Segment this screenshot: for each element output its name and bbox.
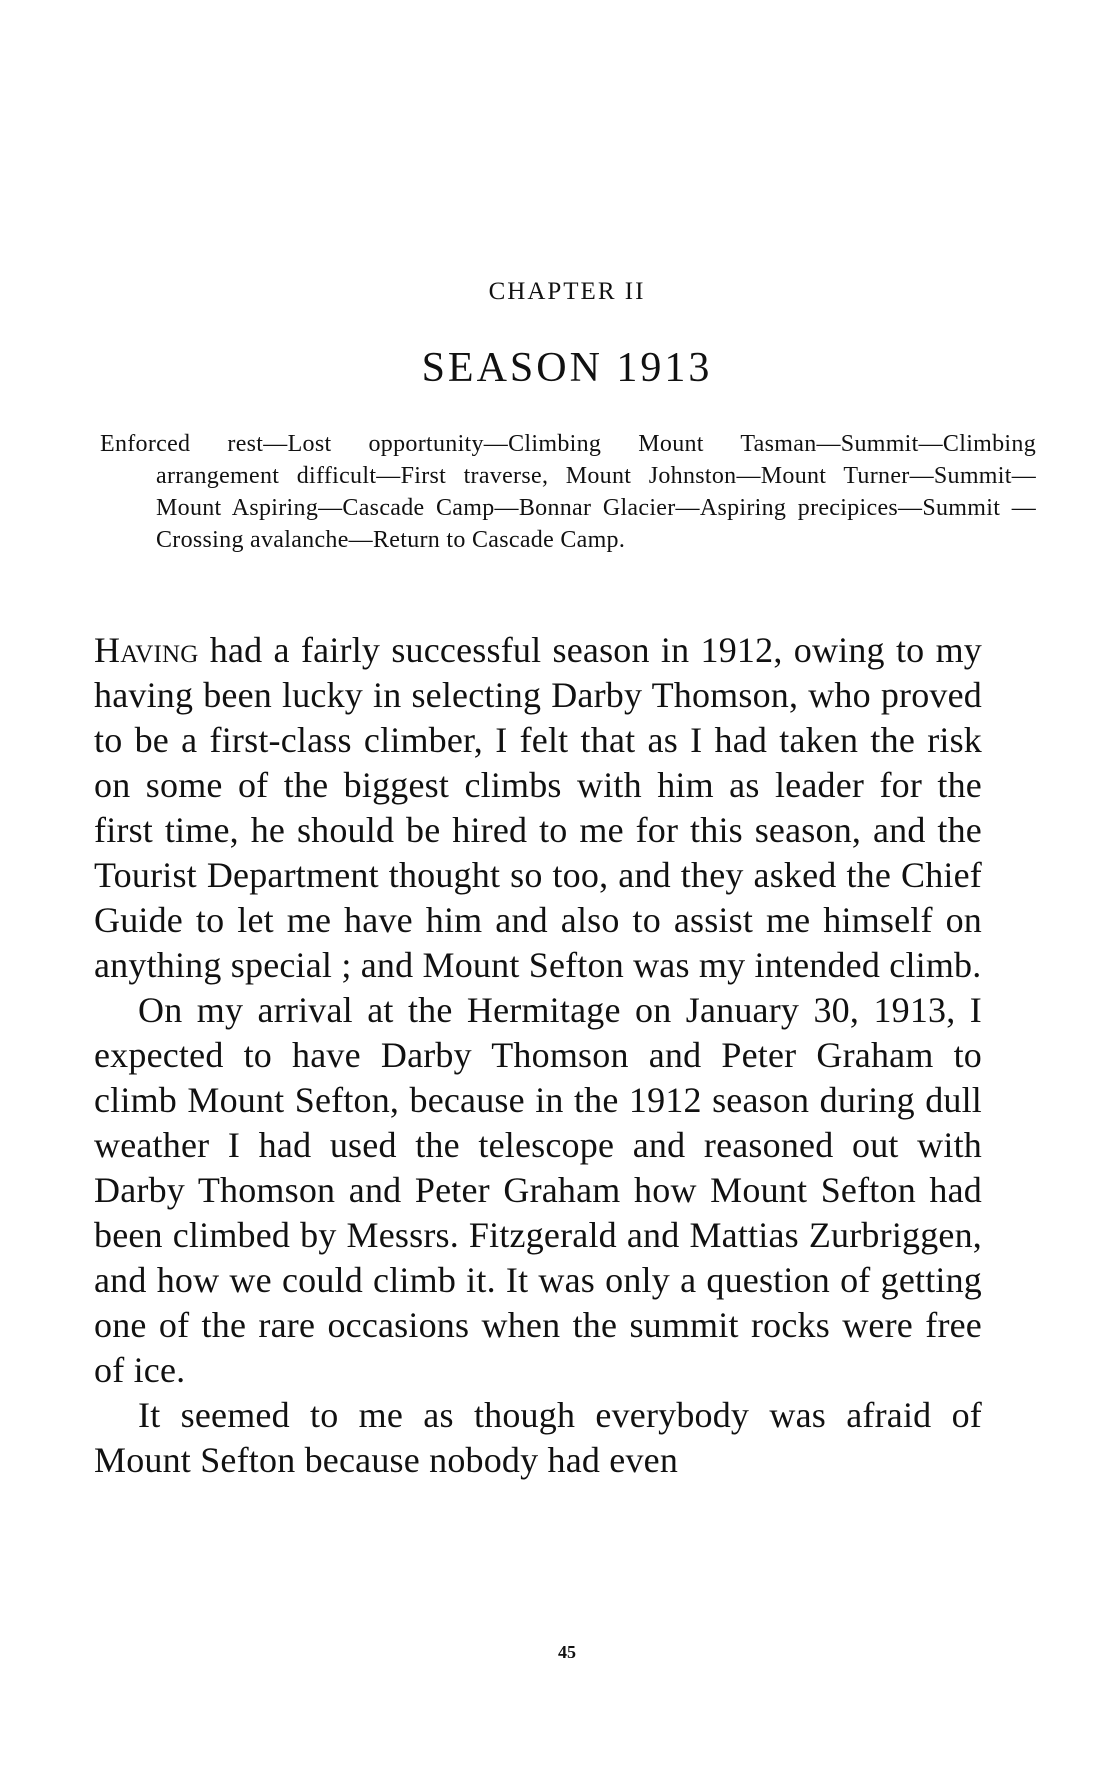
body-text <box>94 628 982 1483</box>
paragraph-1-lead: Having <box>94 630 199 670</box>
paragraph-1 <box>94 628 982 988</box>
page-number: 45 <box>558 1642 576 1662</box>
chapter-title: SEASON 1913 <box>421 345 713 391</box>
paragraph-2: On my arrival at the Hermitage on January 30, 1913, I expected to have Darby Thomson and Peter Graham to climb Mount Sefton, because in the 1912 season during dull weather I had used the telescope and reasoned out with Darby Thomson and Peter Graham how Mount Sefton had been climbed by Messrs. Fitzgerald and Mattias Zurbriggen, and how we could climb it. It was only a question of getting one of the rare occasions when the summit rocks were free of ice. <box>94 990 982 1390</box>
paragraph-3: It seemed to me as though everybody was afraid of Mount Sefton because nobody had even <box>94 1395 982 1480</box>
chapter-label: CHAPTER II <box>488 278 646 305</box>
chapter-synopsis: Enforced rest—Lost opportunity—Climbing Mount Tasman—Summit—Climbing arrangement difficult—First traverse, Mount Johnston—Mount Turner—Summit—Mount Aspiring—Cascade Camp—Bonnar Glacier—Aspiring precipices—Summit —Crossing avalanche—Return to Cascade Camp. <box>100 431 1036 553</box>
paragraph-1-text: had a fairly successful season in 1912, owing to my having been lucky in selecting Darby Thomson, who proved to be a first-class climber, I felt that as I had taken the risk on some of the biggest climbs with him as leader for the first time, he should be hired to me for this season, and the Tourist Department thought so too, and they asked the Chief Guide to let me have him and also to assist me himself on anything special ; and Mount Sefton was my intended climb. <box>94 630 982 985</box>
